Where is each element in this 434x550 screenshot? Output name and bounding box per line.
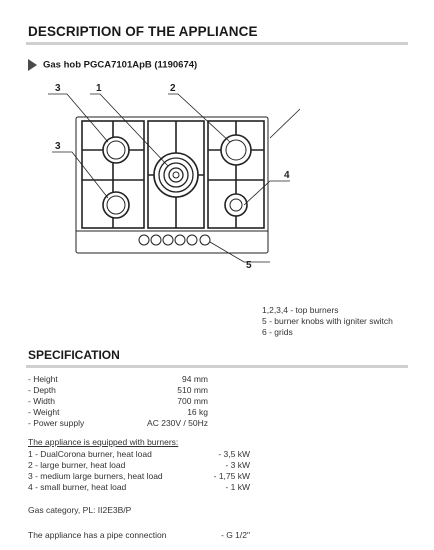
callout-2: 2 xyxy=(170,83,176,94)
burner-row-1: 1 - DualCorona burner, heat load - 3,5 kW xyxy=(28,449,250,459)
spec-row-weight: - Weight 16 kg xyxy=(28,407,208,417)
specification-divider xyxy=(26,365,408,368)
burner-1-dualcorona xyxy=(154,153,198,197)
spec-row-power-supply: - Power supply AC 230V / 50Hz xyxy=(28,418,208,428)
appliance-model: Gas hob PGCA7101ApB (1190674) xyxy=(43,59,198,71)
diagram-legend xyxy=(262,305,393,338)
legend-item: 1,2,3,4 - top burners xyxy=(262,305,339,315)
burner-3-bottom xyxy=(103,192,129,218)
spec-row-width: - Width 700 mm xyxy=(28,396,208,406)
legend-item: 5 - burner knobs with igniter switch xyxy=(262,316,393,326)
callout-3-bottom: 3 xyxy=(55,141,61,152)
burner-2-large xyxy=(221,135,251,165)
burner-4-small xyxy=(225,194,247,216)
page-title: DESCRIPTION OF THE APPLIANCE xyxy=(28,24,258,39)
gas-category: Gas category, PL: II2E3B/P xyxy=(28,505,132,515)
callout-1: 1 xyxy=(96,83,102,94)
spec-row-height: - Height 94 mm xyxy=(28,374,208,384)
callout-3-top: 3 xyxy=(55,83,61,94)
callout-4: 4 xyxy=(284,170,290,181)
legend-item: 6 - grids xyxy=(262,327,293,337)
specification-title: SPECIFICATION xyxy=(28,348,120,362)
burner-row-4: 4 - small burner, heat load - 1 kW xyxy=(28,482,250,492)
burner-row-3: 3 - medium large burners, heat load - 1,75 kW xyxy=(28,471,250,481)
spec-row-depth: - Depth 510 mm xyxy=(28,385,208,395)
title-divider xyxy=(26,42,408,45)
hob-diagram xyxy=(0,70,434,285)
pipe-connection: The appliance has a pipe connection - G 1/2" xyxy=(28,530,250,540)
burner-knobs xyxy=(139,235,210,245)
callout-5: 5 xyxy=(246,260,252,271)
burner-row-2: 2 - large burner, heat load - 3 kW xyxy=(28,460,250,470)
burners-heading: The appliance is equipped with burners: xyxy=(28,437,179,447)
